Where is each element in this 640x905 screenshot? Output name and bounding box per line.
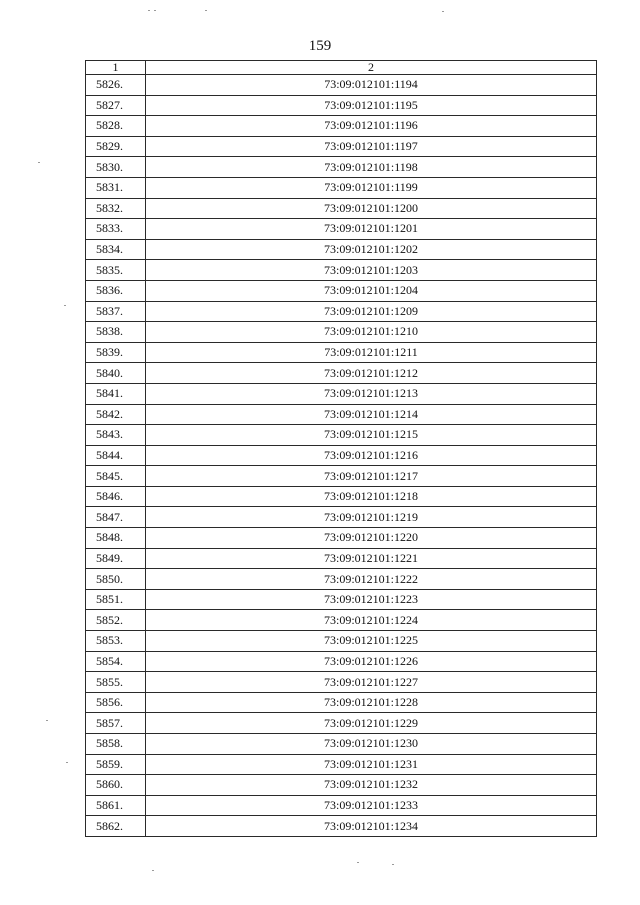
cadastral-number-cell: 73:09:012101:1219 — [146, 507, 597, 528]
scan-speck — [38, 162, 40, 163]
cadastral-number-cell: 73:09:012101:1223 — [146, 589, 597, 610]
table-row — [86, 795, 597, 816]
table-row — [86, 260, 597, 281]
cadastral-number-cell: 73:09:012101:1211 — [146, 342, 597, 363]
cadastral-number-cell: 73:09:012101:1231 — [146, 754, 597, 775]
table-body — [86, 61, 597, 837]
table-row — [86, 157, 597, 178]
scan-speck — [148, 10, 150, 11]
document-table-container — [85, 60, 597, 837]
cadastral-number-cell: 73:09:012101:1204 — [146, 280, 597, 301]
row-number-cell: 5829. — [86, 136, 146, 157]
table-row — [86, 672, 597, 693]
cadastral-number-cell: 73:09:012101:1227 — [146, 672, 597, 693]
row-number-cell: 5830. — [86, 157, 146, 178]
cadastral-number-cell: 73:09:012101:1212 — [146, 363, 597, 384]
row-number-cell: 5845. — [86, 466, 146, 487]
cadastral-number-cell: 73:09:012101:1213 — [146, 383, 597, 404]
row-number-cell: 5834. — [86, 239, 146, 260]
cadastral-number-cell: 73:09:012101:1229 — [146, 713, 597, 734]
cadastral-number-cell: 73:09:012101:1209 — [146, 301, 597, 322]
table-row — [86, 486, 597, 507]
table-row — [86, 383, 597, 404]
table-row — [86, 631, 597, 652]
scan-speck — [64, 305, 66, 306]
table-row — [86, 280, 597, 301]
row-number-cell: 5849. — [86, 548, 146, 569]
table-row — [86, 651, 597, 672]
table-row — [86, 816, 597, 837]
scan-speck — [392, 864, 394, 865]
header-col-1: 1 — [86, 61, 146, 75]
table-row — [86, 301, 597, 322]
row-number-cell: 5838. — [86, 322, 146, 343]
table-row — [86, 425, 597, 446]
row-number-cell: 5843. — [86, 425, 146, 446]
scan-speck — [205, 10, 207, 11]
cadastral-number-cell: 73:09:012101:1194 — [146, 75, 597, 96]
table-row — [86, 75, 597, 96]
row-number-cell: 5860. — [86, 775, 146, 796]
row-number-cell: 5835. — [86, 260, 146, 281]
cadastral-number-cell: 73:09:012101:1228 — [146, 692, 597, 713]
table-row — [86, 136, 597, 157]
row-number-cell: 5857. — [86, 713, 146, 734]
scan-speck — [66, 762, 68, 763]
table-row — [86, 528, 597, 549]
row-number-cell: 5861. — [86, 795, 146, 816]
table-row — [86, 754, 597, 775]
cadastral-number-cell: 73:09:012101:1200 — [146, 198, 597, 219]
table-row — [86, 775, 597, 796]
table-row — [86, 95, 597, 116]
table-row — [86, 713, 597, 734]
row-number-cell: 5847. — [86, 507, 146, 528]
row-number-cell: 5851. — [86, 589, 146, 610]
cadastral-number-cell: 73:09:012101:1195 — [146, 95, 597, 116]
row-number-cell: 5842. — [86, 404, 146, 425]
scan-speck — [357, 862, 359, 863]
table-row — [86, 342, 597, 363]
row-number-cell: 5846. — [86, 486, 146, 507]
row-number-cell: 5833. — [86, 219, 146, 240]
cadastral-number-cell: 73:09:012101:1217 — [146, 466, 597, 487]
cadastral-table — [85, 60, 597, 837]
table-row — [86, 198, 597, 219]
header-col-2: 2 — [146, 61, 597, 75]
row-number-cell: 5853. — [86, 631, 146, 652]
cadastral-number-cell: 73:09:012101:1221 — [146, 548, 597, 569]
cadastral-number-cell: 73:09:012101:1203 — [146, 260, 597, 281]
row-number-cell: 5841. — [86, 383, 146, 404]
row-number-cell: 5850. — [86, 569, 146, 590]
table-row — [86, 363, 597, 384]
scan-speck — [46, 720, 48, 721]
table-row — [86, 445, 597, 466]
cadastral-number-cell: 73:09:012101:1196 — [146, 116, 597, 137]
cadastral-number-cell: 73:09:012101:1216 — [146, 445, 597, 466]
table-row — [86, 116, 597, 137]
table-row — [86, 177, 597, 198]
row-number-cell: 5839. — [86, 342, 146, 363]
table-row — [86, 322, 597, 343]
cadastral-number-cell: 73:09:012101:1197 — [146, 136, 597, 157]
cadastral-number-cell: 73:09:012101:1222 — [146, 569, 597, 590]
table-row — [86, 466, 597, 487]
row-number-cell: 5837. — [86, 301, 146, 322]
table-header-row — [86, 61, 597, 75]
row-number-cell: 5840. — [86, 363, 146, 384]
cadastral-number-cell: 73:09:012101:1198 — [146, 157, 597, 178]
row-number-cell: 5848. — [86, 528, 146, 549]
row-number-cell: 5852. — [86, 610, 146, 631]
table-row — [86, 589, 597, 610]
row-number-cell: 5859. — [86, 754, 146, 775]
row-number-cell: 5827. — [86, 95, 146, 116]
row-number-cell: 5826. — [86, 75, 146, 96]
scan-speck — [152, 870, 154, 871]
cadastral-number-cell: 73:09:012101:1226 — [146, 651, 597, 672]
cadastral-number-cell: 73:09:012101:1199 — [146, 177, 597, 198]
cadastral-number-cell: 73:09:012101:1220 — [146, 528, 597, 549]
cadastral-number-cell: 73:09:012101:1233 — [146, 795, 597, 816]
cadastral-number-cell: 73:09:012101:1202 — [146, 239, 597, 260]
table-row — [86, 610, 597, 631]
table-row — [86, 507, 597, 528]
cadastral-number-cell: 73:09:012101:1234 — [146, 816, 597, 837]
table-row — [86, 219, 597, 240]
row-number-cell: 5832. — [86, 198, 146, 219]
row-number-cell: 5862. — [86, 816, 146, 837]
table-row — [86, 404, 597, 425]
page-number: 159 — [308, 38, 332, 54]
scan-speck — [442, 11, 444, 12]
table-row — [86, 734, 597, 755]
row-number-cell: 5836. — [86, 280, 146, 301]
table-row — [86, 569, 597, 590]
cadastral-number-cell: 73:09:012101:1214 — [146, 404, 597, 425]
cadastral-number-cell: 73:09:012101:1232 — [146, 775, 597, 796]
table-row — [86, 239, 597, 260]
cadastral-number-cell: 73:09:012101:1218 — [146, 486, 597, 507]
cadastral-number-cell: 73:09:012101:1224 — [146, 610, 597, 631]
cadastral-number-cell: 73:09:012101:1225 — [146, 631, 597, 652]
row-number-cell: 5844. — [86, 445, 146, 466]
row-number-cell: 5856. — [86, 692, 146, 713]
row-number-cell: 5855. — [86, 672, 146, 693]
cadastral-number-cell: 73:09:012101:1210 — [146, 322, 597, 343]
scan-speck — [154, 10, 156, 11]
table-row — [86, 692, 597, 713]
table-row — [86, 548, 597, 569]
cadastral-number-cell: 73:09:012101:1201 — [146, 219, 597, 240]
cadastral-number-cell: 73:09:012101:1215 — [146, 425, 597, 446]
row-number-cell: 5854. — [86, 651, 146, 672]
row-number-cell: 5828. — [86, 116, 146, 137]
row-number-cell: 5831. — [86, 177, 146, 198]
cadastral-number-cell: 73:09:012101:1230 — [146, 734, 597, 755]
row-number-cell: 5858. — [86, 734, 146, 755]
